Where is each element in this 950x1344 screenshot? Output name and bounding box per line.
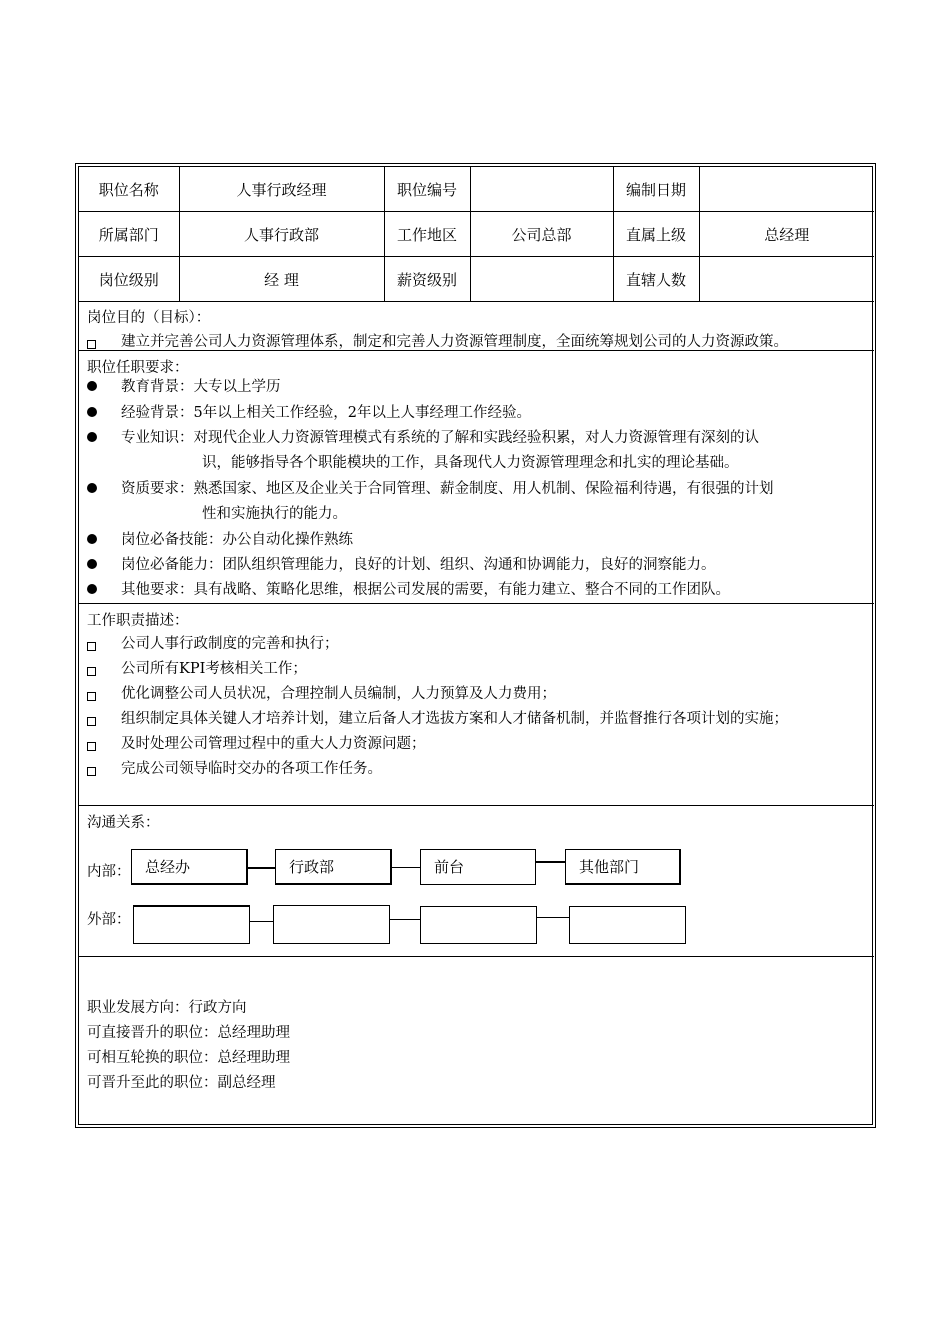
header-table	[79, 167, 874, 302]
requirement-text: 熟悉国家、地区及企业关于合同管理、薪金制度、用人机制、保险福利待遇，有很强的计划	[193, 481, 774, 497]
checkbox-icon	[87, 340, 96, 349]
checkbox-icon	[87, 667, 96, 676]
requirement-text: 办公自动化操作熟练	[222, 532, 353, 548]
bullet-icon	[87, 534, 97, 544]
field-value: 总经理	[699, 212, 874, 257]
duties-section	[79, 604, 874, 806]
requirement-item	[87, 553, 716, 574]
requirement-label: 教育背景：	[121, 379, 194, 395]
field-label: 薪资级别	[384, 257, 470, 302]
connector-line	[248, 867, 275, 869]
duty-item	[87, 682, 556, 703]
communication-title: 沟通关系：	[87, 815, 160, 831]
communication-section	[79, 806, 874, 957]
checkbox-icon	[87, 717, 96, 726]
requirement-label: 经验背景：	[121, 405, 194, 421]
purpose-title: 岗位目的（目标）：	[87, 310, 211, 326]
field-label: 所属部门	[79, 212, 179, 257]
external-box-2	[273, 905, 390, 944]
field-label: 直辖人数	[613, 257, 699, 302]
requirement-label: 岗位必备技能：	[121, 532, 223, 548]
duties-title: 工作职责描述：	[87, 613, 189, 629]
field-label: 工作地区	[384, 212, 470, 257]
requirement-item	[87, 375, 281, 396]
requirement-label: 专业知识：	[121, 430, 194, 446]
field-value	[699, 167, 874, 212]
requirement-item	[87, 528, 353, 549]
duty-text: 及时处理公司管理过程中的重大人力资源问题；	[121, 736, 426, 752]
requirement-item	[87, 401, 531, 422]
duty-item	[87, 707, 788, 728]
requirement-label: 其他要求：	[121, 582, 194, 598]
field-label: 编制日期	[613, 167, 699, 212]
form-inner-border	[78, 166, 873, 1125]
requirement-continuation: 识，能够指导各个职能模块的工作，具备现代人力资源管理理念和扎实的理论基础。	[202, 455, 739, 471]
field-label: 岗位级别	[79, 257, 179, 302]
requirement-text: 具有战略、策略化思维，根据公司发展的需要，有能力建立、整合不同的工作团队。	[193, 582, 730, 598]
field-label: 直属上级	[613, 212, 699, 257]
internal-box-2: 行政部	[275, 849, 392, 885]
bullet-icon	[87, 432, 97, 442]
field-value	[470, 257, 613, 302]
requirement-text: 团队组织管理能力，良好的计划、组织、沟通和协调能力，良好的洞察能力。	[222, 557, 716, 573]
duty-item	[87, 632, 339, 653]
requirement-item	[87, 426, 759, 447]
duty-item	[87, 732, 426, 753]
field-label: 职位编号	[384, 167, 470, 212]
requirement-text: 对现代企业人力资源管理模式有系统的了解和实践经验积累，对人力资源管理有深刻的认	[193, 430, 759, 446]
connector-line	[392, 867, 420, 868]
requirement-text: 5年以上相关工作经验，2年以上人事经理工作经验。	[193, 405, 531, 421]
internal-box-3: 前台	[420, 849, 536, 885]
duty-item	[87, 757, 382, 778]
requirement-item	[87, 578, 730, 599]
career-section	[79, 957, 874, 1126]
connector-line	[390, 919, 420, 920]
bullet-icon	[87, 407, 97, 417]
internal-box-1: 总经办	[131, 849, 248, 885]
purpose-section	[79, 301, 874, 351]
external-label: 外部：	[87, 912, 131, 928]
requirements-title: 职位任职要求：	[87, 360, 189, 376]
field-value: 人事行政经理	[179, 167, 384, 212]
requirement-text: 大专以上学历	[193, 379, 281, 395]
career-line: 可晋升至此的职位：副总经理	[87, 1075, 276, 1091]
connector-line	[536, 861, 565, 863]
career-line: 可相互轮换的职位：总经理助理	[87, 1050, 290, 1066]
career-line: 可直接晋升的职位：总经理助理	[87, 1025, 290, 1041]
field-value: 经 理	[179, 257, 384, 302]
duty-item	[87, 657, 307, 678]
duty-text: 公司所有KPI考核相关工作；	[121, 661, 307, 677]
external-box-1	[133, 905, 250, 944]
career-line: 职业发展方向：行政方向	[87, 1000, 247, 1016]
duty-text: 完成公司领导临时交办的各项工作任务。	[121, 761, 382, 777]
purpose-item: 建立并完善公司人力资源管理体系，制定和完善人力资源管理制度，全面统筹规划公司的人力资源政策。	[87, 330, 788, 351]
checkbox-icon	[87, 767, 96, 776]
external-box-3	[420, 906, 537, 944]
checkbox-icon	[87, 642, 96, 651]
field-value: 公司总部	[470, 212, 613, 257]
internal-box-4: 其他部门	[565, 849, 681, 885]
requirement-label: 岗位必备能力：	[121, 557, 223, 573]
job-description-form	[75, 163, 876, 1128]
duty-text: 优化调整公司人员状况，合理控制人员编制，人力预算及人力费用；	[121, 686, 556, 702]
duty-text: 公司人事行政制度的完善和执行；	[121, 636, 339, 652]
header-row	[79, 257, 874, 302]
field-value	[470, 167, 613, 212]
requirement-label: 资质要求：	[121, 481, 194, 497]
bullet-icon	[87, 559, 97, 569]
checkbox-icon	[87, 692, 96, 701]
requirement-item	[87, 477, 774, 498]
bullet-icon	[87, 584, 97, 594]
bullet-icon	[87, 483, 97, 493]
internal-label: 内部：	[87, 864, 131, 880]
header-row	[79, 167, 874, 212]
checkbox-icon	[87, 742, 96, 751]
field-value: 人事行政部	[179, 212, 384, 257]
connector-line	[537, 917, 569, 918]
field-label: 职位名称	[79, 167, 179, 212]
requirement-continuation: 性和实施执行的能力。	[202, 506, 347, 522]
requirements-section	[79, 351, 874, 604]
header-row	[79, 212, 874, 257]
duty-text: 组织制定具体关键人才培养计划，建立后备人才选拔方案和人才储备机制，并监督推行各项计划的实施；	[121, 711, 788, 727]
external-box-4	[569, 906, 686, 944]
field-value	[699, 257, 874, 302]
bullet-icon	[87, 381, 97, 391]
connector-line	[250, 921, 273, 922]
